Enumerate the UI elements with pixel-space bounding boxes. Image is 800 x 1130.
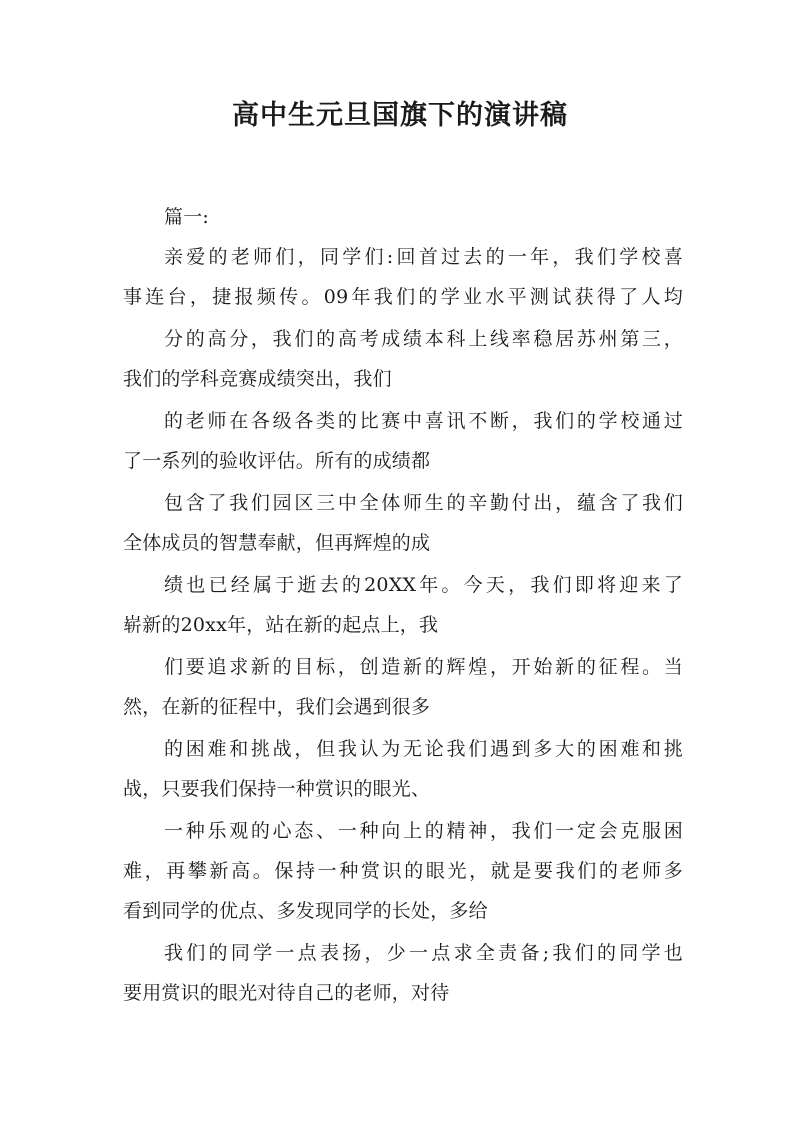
paragraph-line: 们要追求新的目标，创造新的辉煌，开始新的征程。当 [164, 656, 683, 678]
paragraph-line: 崭新的20xx年，站在新的起点上，我 [123, 614, 439, 636]
paragraph-line: 全体成员的智慧奉献，但再辉煌的成 [123, 532, 431, 554]
paragraph-line: 的困难和挑战，但我认为无论我们遇到多大的困难和挑 [164, 738, 683, 760]
section-heading: 篇一: [164, 206, 210, 228]
paragraph-line: 我们的学科竞赛成绩突出，我们 [123, 368, 392, 390]
paragraph-line: 要用赏识的眼光对待自己的老师，对待 [123, 982, 450, 1004]
paragraph-line: 难，再攀新高。保持一种赏识的眼光，就是要我们的老师多 [123, 860, 683, 882]
paragraph-line: 看到同学的优点、多发现同学的长处，多给 [123, 900, 488, 922]
paragraph-line: 绩也已经属于逝去的20XX年。今天，我们即将迎来了 [164, 574, 683, 596]
paragraph-line: 了一系列的验收评估。所有的成绩都 [123, 450, 431, 472]
paragraph-line: 亲爱的老师们，同学们:回首过去的一年，我们学校喜 [164, 246, 683, 268]
paragraph-line: 我们的同学一点表扬，少一点求全责备;我们的同学也 [164, 942, 683, 964]
document-title: 高中生元旦国旗下的演讲稿 [232, 100, 568, 131]
paragraph-line: 战，只要我们保持一种赏识的眼光、 [123, 778, 431, 800]
paragraph-line: 一种乐观的心态、一种向上的精神，我们一定会克服困 [164, 820, 683, 842]
paragraph-line: 包含了我们园区三中全体师生的辛勤付出，蕴含了我们 [164, 492, 683, 514]
paragraph-line: 分的高分，我们的高考成绩本科上线率稳居苏州第三， [164, 328, 683, 350]
paragraph-line: 事连台，捷报频传。09年我们的学业水平测试获得了人均 [123, 286, 683, 308]
paragraph-line: 然，在新的征程中，我们会遇到很多 [123, 696, 431, 718]
paragraph-line: 的老师在各级各类的比赛中喜讯不断，我们的学校通过 [164, 410, 683, 432]
